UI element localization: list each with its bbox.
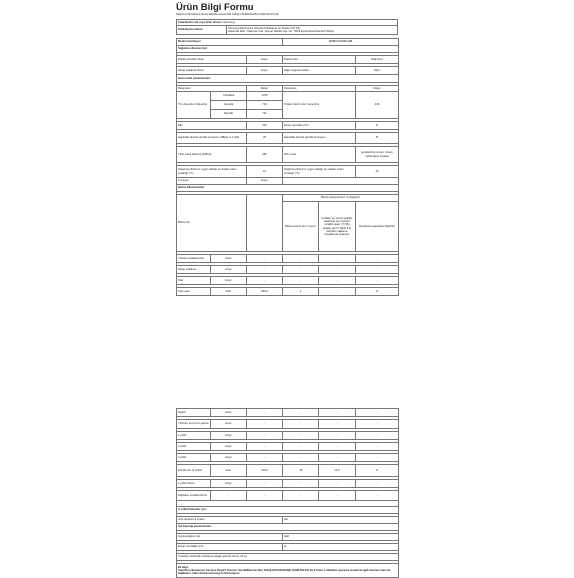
dimensions-label: Tüm boyutlar (milimetre): [177, 92, 211, 119]
compartment-temp: -: [283, 277, 319, 285]
supplier-address-label: Tedarikçinin adresi:: [177, 26, 227, 35]
compartment-temp: -: [283, 255, 319, 263]
general-header-value: Değer: [247, 86, 283, 92]
cabinet-row-label: Şarap saklama cihazı: [177, 67, 247, 75]
general-row-value: 282: [247, 147, 283, 163]
compartment-freeze: -: [319, 409, 356, 417]
compartment-type: 2 yıldız bölüm: [177, 480, 211, 488]
fast-freeze-label: Hızlı dondurma imkanı: [177, 517, 283, 524]
compartment-type: Dondurucu (4 yıldız): [177, 465, 211, 477]
compartment-defrost: -: [356, 266, 399, 274]
compartment-volume: -: [247, 266, 283, 274]
compartment-defrost: -: [356, 443, 399, 451]
compartment-type: Soğuk: [177, 409, 211, 417]
cabinet-row-label: Tasarım tipi: [283, 56, 356, 64]
cabinet-row-value: Hayır: [247, 67, 283, 75]
compartment-group-header: Bölme parametreleri ve değerleri: [283, 195, 399, 202]
general-row-value: 100: [247, 122, 283, 130]
general-row-label: Kış ayarı: [177, 178, 247, 185]
supplier-name: Tedarikçinin adı veya ticari ünvanı: Samsung: [177, 20, 398, 26]
compartment-volume-header: Bölme Hacmi (dm³ veya l): [283, 202, 319, 252]
compartment-type: Değişken sıcaklık bölme: [177, 491, 211, 501]
compartment-volume: -: [247, 432, 283, 440]
page-subtitle: Soğutma Cihazlarının Enerji Etiketlemesine Dair Tebliğ (2019/2016/AB) (SGM-2021/7) Ek: [176, 13, 279, 16]
compartment-volume: -: [247, 443, 283, 451]
compartment-temp: -: [283, 443, 319, 451]
compartment-type: 2 yıldız: [177, 443, 211, 451]
compartment-volume: -: [247, 255, 283, 263]
model-value: RM8DG0060EK/EB: [283, 39, 399, 46]
general-row-label: İklim sınıfı: [283, 147, 356, 163]
page-title: Ürün Bilgi Formu: [176, 2, 254, 13]
compartment-temp: -: [283, 409, 319, 417]
general-row-value: genişletilmiş ılıman, ılıman, subtropikal, tropikal: [356, 147, 399, 163]
dimension-key: Yükseklik: [211, 92, 247, 101]
general-row-label: Enerji verimlilik sınıfı: [283, 122, 356, 130]
compartment-present: Hayır: [211, 277, 247, 285]
general-row-label: Yıllık enerji tüketimi (kWh/a): [177, 147, 247, 163]
compartment-freeze: -: [319, 420, 356, 429]
compartment-type: Yıldızsız veya buz yapma: [177, 420, 211, 429]
general-row-label: Soğutma cihazının uygun olduğu en düşük ortam sıcaklığı (°C): [177, 166, 247, 178]
compartment-temp: -: [283, 266, 319, 274]
extra-info: Ek bilgi: Soğutma cihazlarının Çevreye Duyarlı Tasarım Gerekliliklerine Dair Tebliğ (2019/2019/AB) (SGM-2021/7) Ek II Unite 4. Maddesi uyarınca modeli ile ilgili internet sitesi ile bağlantısı: https://www.samsung.com/tr/support: [177, 564, 399, 578]
compartment-present: Hayır: [211, 454, 247, 462]
compartment-volume: -: [247, 480, 283, 488]
compartment-freeze: -: [319, 277, 356, 285]
compartment-freeze-header: Dondurma kapasitesi (kg/24h): [356, 202, 399, 252]
dimension-value: 711: [247, 110, 283, 119]
compartment-type: Şarap saklama: [177, 266, 211, 274]
compartment-present: Hayır: [211, 255, 247, 263]
cabinet-row-value: Dağınıyor: [356, 56, 399, 64]
section-light: Işık kaynağı parametreleri:: [177, 524, 399, 531]
dimension-value: 710: [247, 101, 283, 110]
dimension-value: 1780: [247, 92, 283, 101]
compartment-volume: 280,0: [247, 288, 283, 296]
compartment-volume: -: [247, 277, 283, 285]
main-table-p1: [176, 38, 399, 296]
compartment-temp-header: Gıdaları en verimli şekilde saklamak için önerilen sıcaklık ayarı (°C) Bu ayarlar, Ek IV Tablo 3'te belirtilen saklama koşullarıyla çelişmez: [319, 202, 356, 252]
general-row-value: Hayır: [247, 178, 283, 185]
compartment-freeze: -: [319, 454, 356, 462]
compartment-volume: -: [247, 454, 283, 462]
cabinet-row-label: Düşük gürültülü cihaz: [177, 56, 247, 64]
light-row-label: Işık kaynağının tipi: [177, 534, 283, 541]
general-row-value: 35: [247, 133, 283, 144]
compartment-present: -: [211, 491, 247, 501]
general-row-value: B: [356, 133, 399, 144]
light-row-label: Enerji verimliliği sınıfı: [177, 544, 283, 551]
compartment-freeze: -: [319, 491, 356, 501]
compartment-temp: -: [283, 454, 319, 462]
section-compartment: Bölme Parametreleri:: [177, 185, 399, 192]
cabinet-row-value: Hayır: [356, 67, 399, 75]
light-row-value: LED: [283, 534, 399, 541]
compartment-temp: -: [283, 432, 319, 440]
total-volume-label: Toplam hacim (dm³ veya litre): [283, 92, 356, 119]
compartment-defrost: -: [356, 277, 399, 285]
compartment-present: Hayır: [211, 443, 247, 451]
section-cabinet-type: Soğutma cihazının tipi:: [177, 46, 399, 53]
general-row-label: Havadaki akustik gürültü emisyonu: [283, 133, 356, 144]
compartment-defrost: -: [356, 409, 399, 417]
general-row-label: Soğutma cihazının uygun olduğu en yüksek ortam sıcaklığı (°C): [283, 166, 356, 178]
compartment-temp: -: [283, 420, 319, 429]
compartment-temp: -18: [283, 465, 319, 477]
compartment-present: Hayır: [211, 409, 247, 417]
compartment-temp: -: [283, 491, 319, 501]
compartment-freeze: -: [319, 432, 356, 440]
compartment-defrost: O: [356, 288, 399, 296]
supplier-address: Samsung Electronics İstanbul Pazarlama ve Ticaret LTD.ŞTİ. Defterdar Mah. Otakçılar Cad. Sosyal Tesisler Apt. No: 78/46 Eyüpsultan/İstanbul/Türkiye: [227, 26, 398, 35]
general-row-label: EEI: [177, 122, 247, 130]
main-table-p2: [176, 408, 399, 578]
general-row-value: 43: [356, 166, 399, 178]
compartment-freeze: 12,0: [319, 465, 356, 477]
compartment-volume: -: [247, 420, 283, 429]
compartment-volume: -: [247, 491, 283, 501]
compartment-present: Evet: [211, 465, 247, 477]
compartment-present: Hayır: [211, 432, 247, 440]
general-header-param2: Parametre: [283, 86, 356, 92]
section-general: Genel ürün parametreleri:: [177, 75, 399, 83]
compartment-present: Hayır: [211, 266, 247, 274]
compartment-defrost: -: [356, 420, 399, 429]
light-row-value: G: [283, 544, 399, 551]
cabinet-row-value: Hayır: [247, 56, 283, 64]
compartment-volume: -: [247, 409, 283, 417]
supplier-table: [176, 19, 398, 35]
general-row-value: 10: [247, 166, 283, 178]
compartment-temp: -: [283, 480, 319, 488]
compartment-present: Evet: [211, 288, 247, 296]
compartment-freeze: -: [319, 266, 356, 274]
dimension-key: Genişlik: [211, 101, 247, 110]
compartment-defrost: -: [356, 255, 399, 263]
compartment-type: 1 yıldız: [177, 432, 211, 440]
total-volume-value: 418: [356, 92, 399, 119]
model-label: Model tanımlayıcı:: [177, 39, 283, 46]
section-light-source: A şirketi bölmeler için:: [177, 507, 399, 514]
general-row-label: Havadaki akustik gürültü emisyonu (dB(A) re 1 pW): [177, 133, 247, 144]
compartment-type: Taze gıda: [177, 288, 211, 296]
warranty-text: Tedarikçi tarafından belirlenen asgari garanti süresi: 36 ay: [177, 554, 399, 561]
compartment-defrost: -: [356, 454, 399, 462]
compartment-type: Yüksek sıcaklıkta kiler: [177, 255, 211, 263]
compartment-type: Kiler: [177, 277, 211, 285]
general-header-param: Parametre: [177, 86, 247, 92]
compartment-freeze: -: [319, 288, 356, 296]
compartment-volume: 138,0: [247, 465, 283, 477]
compartment-defrost: O: [356, 465, 399, 477]
compartment-defrost: -: [356, 432, 399, 440]
compartment-temp: 4: [283, 288, 319, 296]
fast-freeze-value: Var: [283, 517, 399, 524]
compartment-type: 3 yıldız: [177, 454, 211, 462]
compartment-present: Hayır: [211, 420, 247, 429]
compartment-type-header: Bölme tipi: [177, 195, 247, 252]
general-header-value2: Değer: [356, 86, 399, 92]
compartment-defrost: -: [356, 491, 399, 501]
compartment-defrost: -: [356, 480, 399, 488]
compartment-freeze: -: [319, 443, 356, 451]
compartment-freeze: -: [319, 255, 356, 263]
compartment-freeze: -: [319, 480, 356, 488]
general-row-value: E: [356, 122, 399, 130]
dimension-key: Derinlik: [211, 110, 247, 119]
cabinet-row-label: Diğer soğutma cihazı: [283, 67, 356, 75]
compartment-present: Hayır: [211, 480, 247, 488]
